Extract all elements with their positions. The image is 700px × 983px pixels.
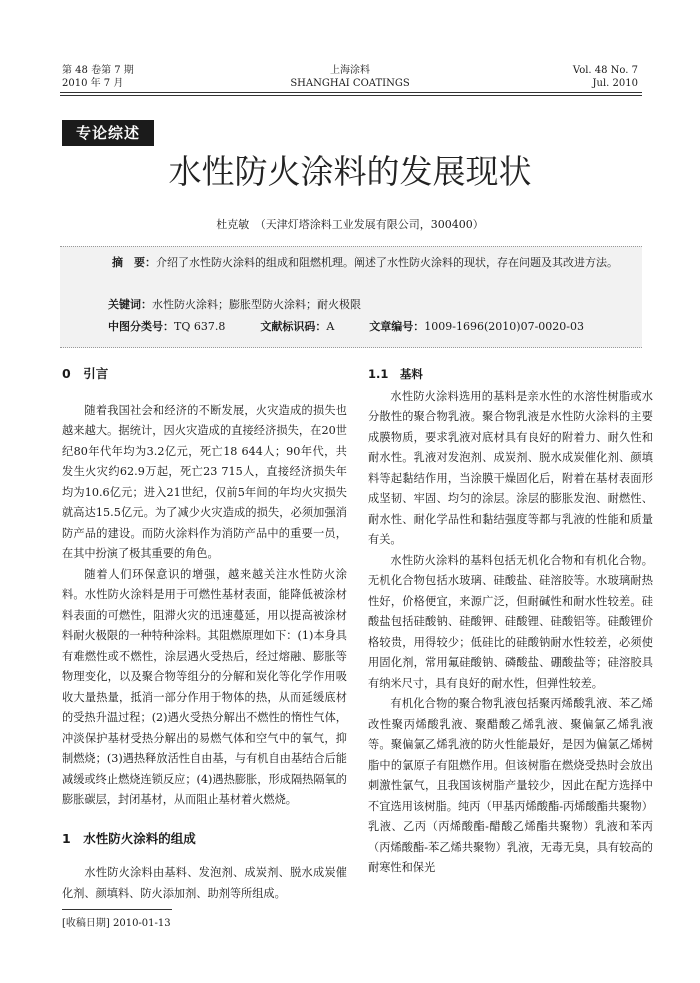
classification-row — [108, 318, 584, 334]
intro-paragraph-2: 随着人们环保意识的增强，越来越关注水性防火涂料。水性防火涂料是用于可燃性基材表面，能降低被涂材料表面的可燃性，阻滞火灾的迅速蔓延，用以提高被涂材料耐火极限的一种特种涂料。其阻燃原理如下：(1)本身具有难燃性或不燃性，涂层遇火受热后，经过熔融、膨胀等物理变化，以及聚合物等组分的分解和炭化等化学作用吸收大量热量，抵消一部分作用于物体的热，从而延缓底材的受热升温过程；(2)遇火受热分解出不燃性的惰性气体，冲淡保护基材受热分解出的易燃气体和空气中的氧气，抑制燃烧；(3)遇热释放活性自由基，与有机自由基结合后能减缓或终止燃烧连锁反应；(4)遇热膨胀，形成隔热隔氧的膨胀碳层，封闭基材，从而阻止基材着火燃烧。 — [62, 567, 347, 806]
header-rule-secondary — [60, 95, 642, 96]
abstract-label: 摘 要： — [112, 256, 156, 269]
footnote-rule — [62, 909, 172, 910]
binder-paragraph-1: 水性防火涂料选用的基料是亲水性的水溶性树脂或水分散性的聚合物乳液。聚合物乳液是水性防火涂料的主要成膜物质，要求乳液对底材具有良好的附着力、耐久性和耐水性。乳液对发泡剂、成炭剂、脱水成炭催化剂、颜填料等起黏结作用，当涂膜干燥固化后，附着在基材表面形成坚韧、牢固、均匀的涂层。涂层的膨胀发泡、耐燃性、耐水性、耐化学品性和黏结强度等都与乳液的性能和质量有关。 — [368, 389, 653, 546]
composition-paragraph-1: 水性防火涂料由基料、发泡剂、成炭剂、脱水成炭催化剂、颜填料、防火添加剂、助剂等所组成。 — [62, 866, 347, 900]
right-column — [368, 364, 653, 879]
doc-code-value: A — [326, 320, 335, 333]
doc-code-label: 文献标识码： — [260, 320, 327, 333]
date-en-text: Jul. 2010 — [592, 78, 638, 89]
abstract-text: 介绍了水性防火涂料的组成和阻燃机理。阐述了水性防火涂料的现状，存在问题及其改进方法。 — [156, 256, 618, 269]
volume-issue-text: 第 48 卷第 7 期 — [62, 65, 134, 76]
keywords-label: 关键词： — [108, 298, 152, 311]
header-rule — [60, 92, 642, 93]
clc-value: TQ 637.8 — [174, 320, 226, 333]
article-number-value: 1009-1696(2010)07-0020-03 — [424, 320, 585, 333]
journal-name-en: SHANGHAI COATINGS — [290, 78, 410, 89]
volume-en-text: Vol. 48 No. 7 — [572, 65, 638, 76]
subsection-heading-binder: 1.1 基料 — [368, 367, 423, 381]
received-date: [收稿日期] 2010-01-13 — [62, 918, 171, 929]
abstract — [88, 252, 634, 274]
keywords-row — [108, 296, 361, 312]
binder-paragraph-2: 水性防火涂料的基料包括无机化合物和有机化合物。无机化合物包括水玻璃、硅酸盐、硅溶胶等。水玻璃耐热性好，价格便宜，来源广泛，但耐碱性和耐水性较差。硅酸盐包括硅酸钠、硅酸钾、硅酸锂、硅酸铝等。硅酸锂价格较贵，用得较少；低硅比的硅酸钠耐水性较差，必须使用固化剂，常用氟硅酸钠、磷酸盐、硼酸盐等；硅溶胶具有纳米尺寸，具有良好的耐水性，但弹性较差。 — [368, 553, 653, 690]
journal-name-cn: 上海涂料 — [330, 65, 370, 76]
clc-label: 中图分类号： — [108, 320, 174, 333]
binder-paragraph-3: 有机化合物的聚合物乳液包括聚丙烯酸乳液、苯乙烯改性聚丙烯酸乳液、聚醋酸乙烯乳液、聚偏氯乙烯乳液等。聚偏氯乙烯乳液的防火性能最好，是因为偏氯乙烯树脂中的氯原子有阻燃作用。但该树脂在燃烧受热时会放出刺激性氯气，且我国该树脂产量较少，因此在配方选择中不宜选用该树脂。纯丙（甲基丙烯酸酯-丙烯酸酯共聚物）乳液、乙丙（丙烯酸酯-醋酸乙烯酯共聚物）乳液和苯丙（丙烯酸酯-苯乙烯共聚物）乳液，无毒无臭，具有较高的耐寒性和保光 — [368, 697, 653, 874]
author-affiliation: 杜克敏 （天津灯塔涂料工业发展有限公司，300400） — [216, 218, 484, 231]
keywords-text: 水性防火涂料；膨胀型防火涂料；耐火极限 — [152, 298, 361, 311]
section-heading-intro: 0 引言 — [62, 366, 109, 381]
column-badge: 专论综述 — [62, 120, 154, 146]
section-heading-composition: 1 水性防火涂料的组成 — [62, 830, 196, 846]
issue-date-text: 2010 年 7 月 — [62, 78, 124, 89]
article-title: 水性防火涂料的发展现状 — [168, 152, 532, 191]
journal-volume-en — [573, 64, 638, 90]
article-number-label: 文章编号： — [369, 320, 425, 333]
left-column — [62, 364, 347, 904]
intro-paragraph-1: 随着我国社会和经济的不断发展，火灾造成的损失也越来越大。据统计，因火灾造成的直接经济损失，在20世纪80年代年均为3.2亿元，死亡18 644人；90年代，共发生火灾约62.9万起，死亡23 715人，直接经济损失年均为10.6亿元；进入21世纪，仅前5年间的年均火灾损失就高达15.5亿元。为了减少火灾造成的损失，必须加强消防产品的建设。而防火涂料作为消防产品中的重要一员，在其中扮演了极其重要的角色。 — [62, 403, 347, 560]
